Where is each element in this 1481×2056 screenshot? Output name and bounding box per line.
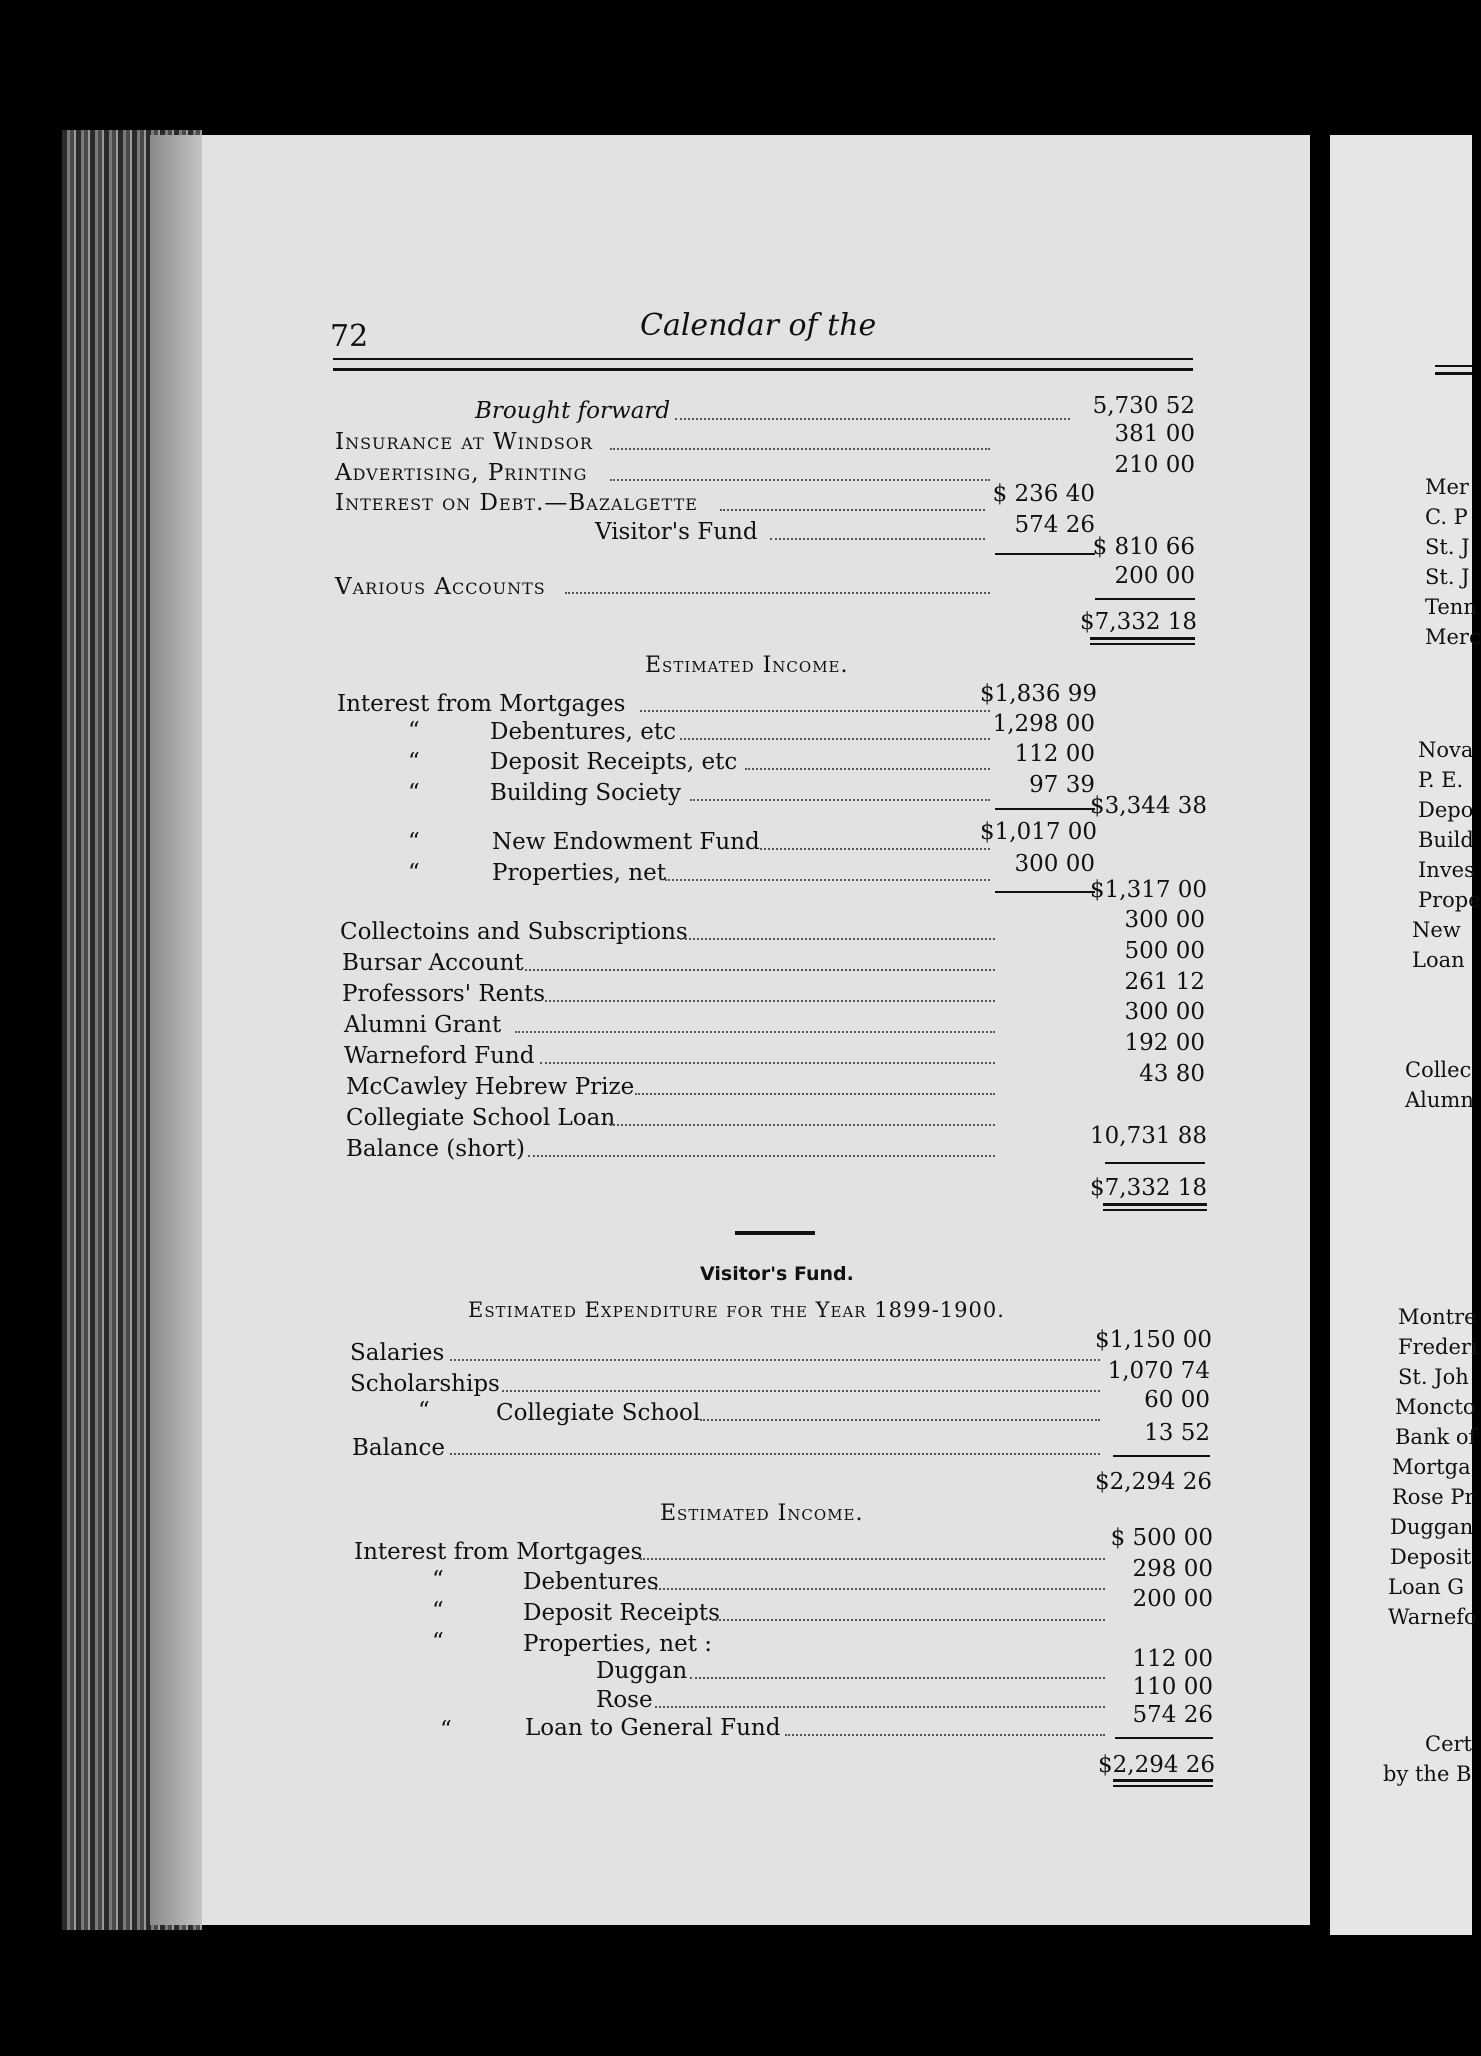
header-rule-top: [333, 358, 1193, 360]
facing-header-rule: [1435, 365, 1472, 367]
income-label: McCawley Hebrew Prize: [346, 1074, 635, 1100]
total-rule: [1105, 1162, 1205, 1164]
facing-text: P. E.: [1418, 768, 1464, 792]
dot-leader: [745, 768, 990, 770]
dot-leader: [655, 1588, 1105, 1590]
ditto-mark: “: [408, 829, 420, 855]
income-amount: 261 12: [1124, 969, 1205, 995]
vf-income-amount: $ 500 00: [1110, 1525, 1213, 1551]
dot-leader: [760, 848, 990, 850]
dot-leader: [515, 1031, 995, 1033]
vf-expenditure-total: $2,294 26: [1095, 1469, 1213, 1495]
dot-leader: [680, 938, 995, 940]
expense-label: Brought forward: [475, 398, 671, 424]
facing-text: Moncto: [1395, 1395, 1476, 1419]
vf-income-label: Deposit Receipts: [523, 1600, 720, 1626]
ditto-mark: “: [432, 1629, 444, 1655]
page-number: 72: [330, 319, 369, 354]
expense-amount: 210 00: [1114, 452, 1195, 478]
facing-text: Tenn: [1425, 595, 1477, 619]
vf-income-total: $2,294 26: [1098, 1752, 1216, 1778]
facing-text: St. Joh: [1398, 1365, 1469, 1389]
dot-leader: [655, 1706, 1105, 1708]
facing-text: Merc: [1425, 625, 1481, 649]
expense-label: Visitor's Fund: [595, 519, 758, 545]
vf-income-amount: 200 00: [1132, 1586, 1213, 1612]
vf-income-label: Duggan: [596, 1658, 688, 1684]
section-heading: Estimated Expenditure for the Year 1899-1900.: [468, 1298, 1005, 1322]
vf-income-amount: 110 00: [1132, 1674, 1213, 1700]
dot-leader: [450, 1453, 1100, 1455]
dot-leader: [640, 1558, 1105, 1560]
dot-leader: [712, 1619, 1105, 1621]
facing-text: Depo: [1418, 798, 1474, 822]
vf-expense-amount: 1,070 74: [1107, 1358, 1210, 1384]
income-amount: 300 00: [1124, 907, 1205, 933]
running-title: Calendar of the: [640, 308, 877, 343]
vf-expense-label: Scholarships: [350, 1371, 500, 1397]
facing-text: Loan G: [1388, 1575, 1465, 1599]
expense-label: Insurance at Windsor: [335, 429, 593, 455]
facing-text: Duggan: [1390, 1515, 1474, 1539]
dot-leader: [675, 418, 1070, 420]
income-subamount: $1,017 00: [980, 819, 1098, 845]
expense-amount: 5,730 52: [1092, 393, 1195, 419]
vf-expense-label: Balance: [352, 1435, 445, 1461]
vf-expense-label: Collegiate School: [496, 1400, 701, 1426]
income-label: Warneford Fund: [344, 1043, 535, 1069]
facing-text: Mer: [1425, 475, 1469, 499]
facing-text: St. J: [1425, 535, 1470, 559]
expense-amount: 200 00: [1114, 563, 1195, 589]
header-rule-bottom: [333, 368, 1193, 371]
total-double-rule: [1090, 637, 1195, 640]
dot-leader: [690, 799, 990, 801]
income-label: Professors' Rents: [342, 981, 546, 1007]
dot-leader: [450, 1359, 1100, 1361]
subtotal-rule: [995, 808, 1095, 810]
income-subamount: 300 00: [1014, 851, 1095, 877]
total-double-rule: [1113, 1779, 1213, 1782]
dot-leader: [502, 1390, 1100, 1392]
facing-text: Prope: [1418, 888, 1481, 912]
section-heading: Estimated Income.: [660, 1501, 864, 1526]
income-label: Properties, net: [492, 860, 666, 886]
dot-leader: [680, 738, 990, 740]
ditto-mark: “: [408, 718, 420, 744]
vf-income-label: Loan to General Fund: [525, 1715, 781, 1741]
income-subamount: 1,298 00: [992, 711, 1095, 737]
vf-expense-label: Salaries: [350, 1340, 445, 1366]
income-subamount: $1,836 99: [980, 681, 1098, 707]
facing-text: Frederi: [1398, 1335, 1478, 1359]
vf-income-amount: 574 26: [1132, 1702, 1213, 1728]
facing-text: St. J: [1425, 565, 1470, 589]
total-rule: [1095, 598, 1195, 600]
expense-label: Advertising, Printing: [335, 460, 588, 486]
facing-text: Warnefo: [1388, 1605, 1477, 1629]
expense-subamount: 574 26: [1014, 512, 1095, 538]
section-heading: Estimated Income.: [645, 653, 849, 678]
expense-subamount: $ 236 40: [992, 481, 1095, 507]
dot-leader: [665, 879, 990, 881]
expense-amount: $ 810 66: [1092, 534, 1195, 560]
dot-leader: [528, 1155, 995, 1157]
income-total: $7,332 18: [1090, 1175, 1208, 1201]
total-double-rule: [1103, 1209, 1207, 1211]
facing-text: Inves: [1418, 858, 1475, 882]
dot-leader: [525, 969, 995, 971]
income-label: Collectoins and Subscriptions: [340, 919, 688, 945]
facing-text: New: [1412, 918, 1461, 942]
dot-leader: [565, 592, 990, 594]
facing-text: Loan: [1412, 948, 1465, 972]
expenditure-total: $7,332 18: [1080, 609, 1198, 635]
income-amount: 300 00: [1124, 999, 1205, 1025]
facing-text: Rose Pr: [1392, 1485, 1475, 1509]
facing-text: Collec: [1405, 1058, 1472, 1082]
vf-income-label: Debentures: [523, 1569, 659, 1595]
expense-amount: 381 00: [1114, 421, 1195, 447]
income-amount: $1,317 00: [1090, 877, 1208, 903]
vf-expense-amount: 60 00: [1144, 1387, 1210, 1413]
income-amount: $3,344 38: [1090, 793, 1208, 819]
income-label: Interest from Mortgages: [337, 691, 626, 717]
income-amount: 192 00: [1124, 1030, 1205, 1056]
dot-leader: [690, 1677, 1105, 1679]
income-amount: 43 80: [1139, 1061, 1205, 1087]
dot-leader: [545, 1000, 995, 1002]
ditto-mark: “: [408, 780, 420, 806]
vf-income-label: Interest from Mortgages: [354, 1539, 643, 1565]
income-amount: 10,731 88: [1090, 1123, 1208, 1149]
vf-income-amount: 112 00: [1132, 1646, 1213, 1672]
dot-leader: [640, 710, 990, 712]
income-label: Collegiate School Loan: [346, 1105, 616, 1131]
income-label: Bursar Account: [342, 950, 524, 976]
dot-leader: [720, 509, 985, 511]
facing-page: [1330, 135, 1472, 1935]
vf-income-label: Properties, net :: [523, 1631, 713, 1657]
dot-leader: [700, 1419, 1100, 1421]
income-label: Building Society: [490, 780, 682, 806]
vf-expense-amount: 13 52: [1144, 1420, 1210, 1446]
dot-leader: [610, 479, 990, 481]
facing-header-rule: [1435, 372, 1472, 375]
ditto-mark: “: [432, 1567, 444, 1593]
dot-leader: [770, 538, 985, 540]
visitors-fund-title: Visitor's Fund.: [700, 1263, 854, 1285]
dot-leader: [610, 448, 990, 450]
income-label: New Endowment Fund: [492, 829, 760, 855]
facing-text: C. P: [1425, 505, 1468, 529]
facing-text: Alumn: [1405, 1088, 1474, 1112]
section-divider: [735, 1231, 815, 1235]
facing-text: by the B: [1383, 1762, 1472, 1786]
ditto-mark: “: [408, 749, 420, 775]
page-gutter-shadow: [150, 135, 202, 1925]
income-label: Alumni Grant: [344, 1012, 502, 1038]
facing-text: Deposit: [1390, 1545, 1472, 1569]
ditto-mark: “: [432, 1598, 444, 1624]
facing-text: Build: [1418, 828, 1474, 852]
dot-leader: [635, 1093, 995, 1095]
ditto-mark: “: [440, 1717, 452, 1743]
income-label: Deposit Receipts, etc: [490, 749, 738, 775]
total-double-rule: [1103, 1203, 1207, 1206]
facing-text: Mortga: [1392, 1455, 1471, 1479]
total-rule: [1115, 1737, 1213, 1739]
subtotal-rule: [995, 891, 1095, 893]
ditto-mark: “: [418, 1398, 430, 1424]
vf-income-label: Rose: [596, 1687, 653, 1713]
facing-text: Cert: [1425, 1732, 1472, 1756]
facing-text: Bank of: [1395, 1425, 1477, 1449]
total-double-rule: [1090, 643, 1195, 645]
ditto-mark: “: [408, 860, 420, 886]
vf-income-amount: 298 00: [1132, 1556, 1213, 1582]
total-double-rule: [1113, 1785, 1213, 1787]
dot-leader: [610, 1124, 995, 1126]
expense-label: Various Accounts: [335, 574, 546, 600]
income-label: Balance (short): [346, 1136, 525, 1162]
income-subamount: 97 39: [1029, 772, 1095, 798]
income-amount: 500 00: [1124, 938, 1205, 964]
vf-expense-amount: $1,150 00: [1095, 1327, 1213, 1353]
dot-leader: [785, 1734, 1105, 1736]
total-rule: [1113, 1455, 1210, 1457]
expense-label: Interest on Debt.—Bazalgette: [335, 490, 698, 516]
facing-text: Nova: [1418, 738, 1474, 762]
income-label: Debentures, etc: [490, 719, 677, 745]
dot-leader: [540, 1062, 995, 1064]
income-subamount: 112 00: [1014, 741, 1095, 767]
facing-text: Montre: [1398, 1305, 1477, 1329]
